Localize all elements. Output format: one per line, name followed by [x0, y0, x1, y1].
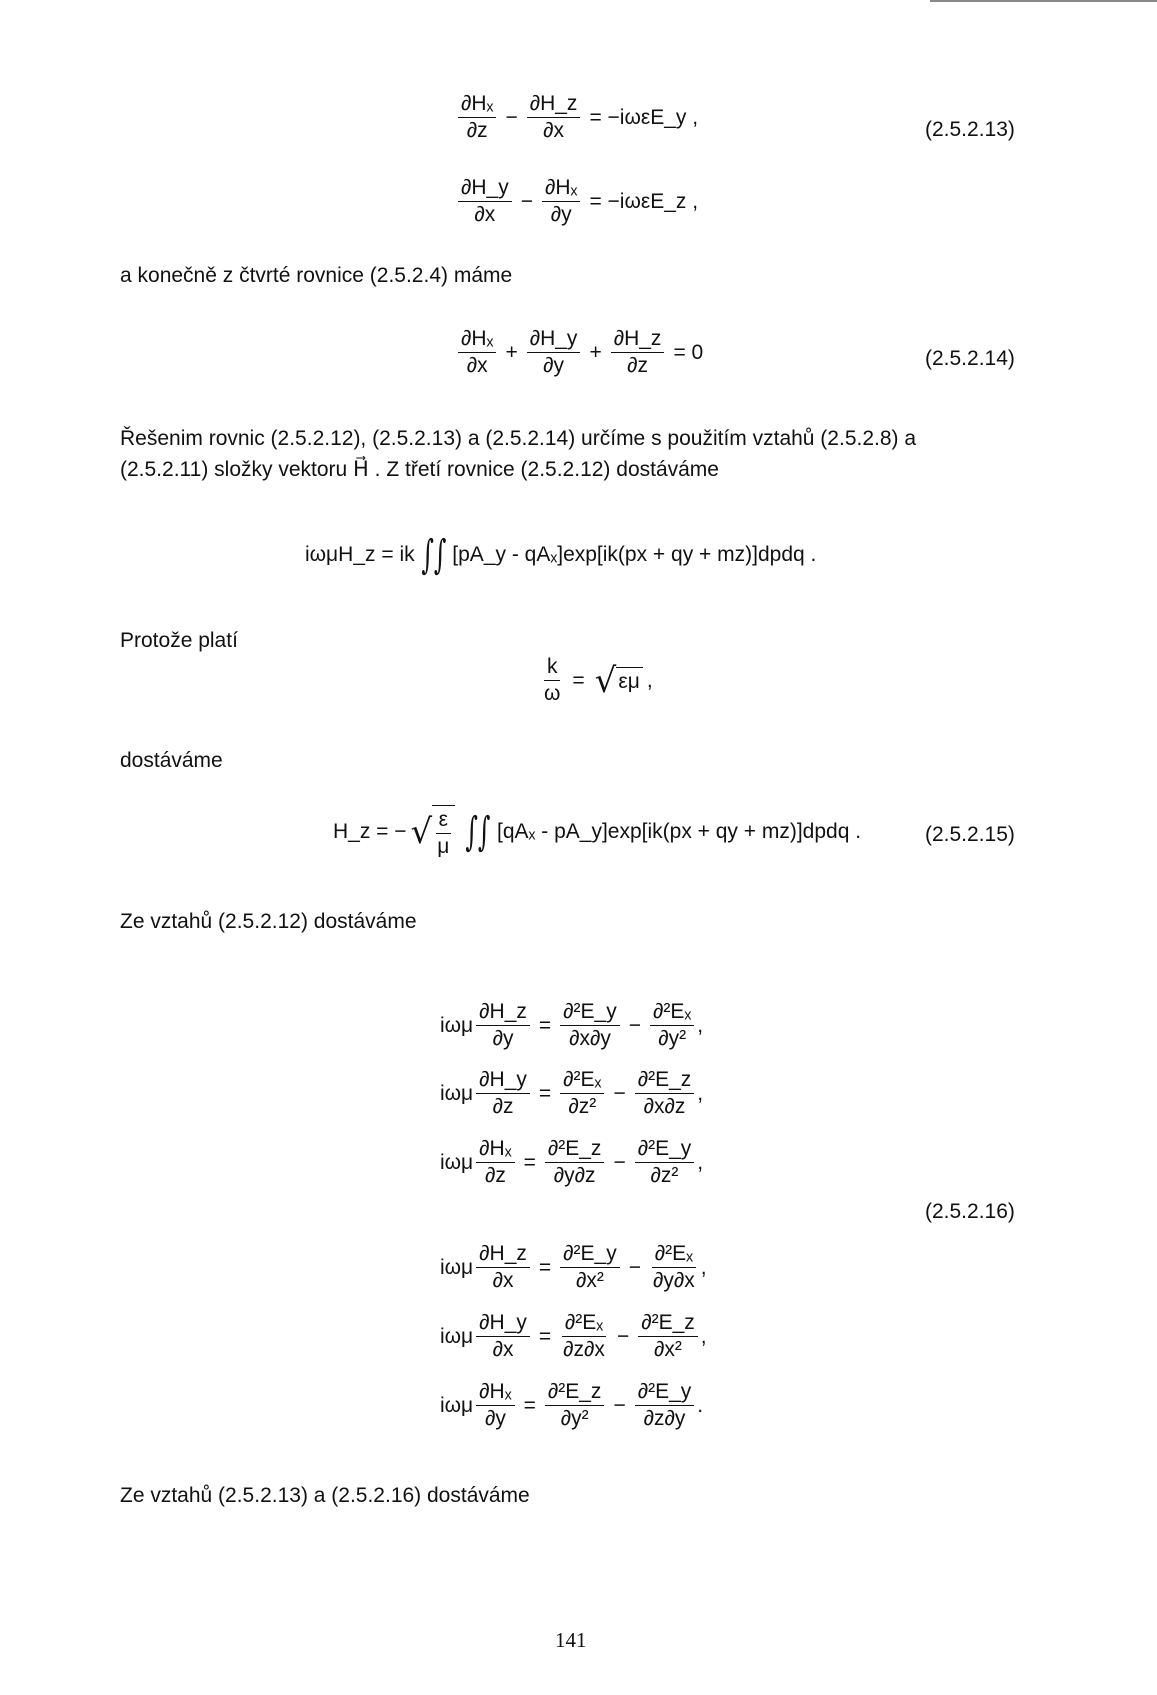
fraction: $\frac{\text{∂Hₓ}}{\partial z}$ — [476, 1137, 514, 1188]
fraction: $\frac{\partial H\_z}{\partial x}$ — [527, 92, 581, 143]
equation-line: iωμ $\frac{\partial H\_z}{\partial y}$ = $\frac{\text{∂²E\_y}}{\partial x\partial y}$ − $\frac{\text{∂²Eₓ}}{\text{∂y²}}$ , — [440, 1000, 704, 1050]
fraction: $\frac{\text{∂Hₓ}}{\partial z}$ — [458, 92, 496, 143]
integral-equation: iωμH_z = ik ∫∫ [pA_y - qAₓ]exp[ik(px + qy + mz)]dpdq . — [305, 532, 817, 578]
fraction: $\frac{\partial H\_z}{\partial y}$ — [476, 1000, 530, 1051]
equation-number: (2.5.2.16) — [925, 1200, 1015, 1223]
equation-line: iωμ $\frac{\partial H\_y}{\partial x}$ = $\frac{\text{∂²Eₓ}}{\partial z\partial x}$ − $\frac{\text{∂²E\_z}}{\text{∂x²}}$ , — [440, 1311, 707, 1361]
equation-2-5-2-14: $\frac{\text{∂Hₓ}}{\partial x}$ + $\frac{\partial H\_y}{\partial y}$ + $\frac{\partial H\_z}{\partial z}$ = 0 — [455, 327, 703, 378]
fraction: $\frac{\text{∂Hₓ}}{\partial y}$ — [476, 1380, 514, 1431]
equation-2-5-2-13-line2: $\frac{\partial H\_y}{\partial x}$ − $\frac{\text{∂Hₓ}}{\partial y}$ = −iωεE_z , — [455, 176, 698, 227]
fraction: $\frac{\text{∂²E\_z}}{\text{∂y²}}$ — [545, 1380, 605, 1431]
paragraph: Ze vztahů (2.5.2.12) dostáváme — [120, 910, 417, 933]
fraction: $\frac{\text{∂Hₓ}}{\partial x}$ — [458, 327, 496, 378]
fraction: $\frac{\text{∂²Eₓ}}{\partial z\partial x}$ — [563, 1311, 605, 1361]
fraction: $\frac{\partial H\_y}{\partial x}$ — [458, 176, 512, 227]
square-root: √ εμ — [595, 664, 643, 698]
fraction: $\frac{\text{∂²E\_y}}{\text{∂z²}}$ — [635, 1137, 695, 1188]
paragraph: a konečně z čtvrté rovnice (2.5.2.4) máme — [120, 264, 513, 287]
page-number: 141 — [555, 1628, 587, 1652]
equation-line: iωμ $\frac{\text{∂Hₓ}}{\partial z}$ = $\frac{\text{∂²E\_z}}{\partial y\partial z}$ − $\frac{\text{∂²E\_y}}{\text{∂z²}}$ , — [440, 1137, 704, 1187]
fraction: $\frac{\varepsilon}{\mu}$ — [437, 808, 450, 858]
fraction: $\frac{\text{∂²Eₓ}}{\text{∂y²}}$ — [650, 1000, 694, 1051]
equation-line: iωμ $\frac{\partial H\_z}{\partial x}$ = $\frac{\text{∂²E\_y}}{\text{∂x²}}$ − $\frac{\text{∂²Eₓ}}{\partial y\partial x}$ , — [440, 1242, 707, 1292]
top-rule — [930, 0, 1157, 2]
paragraph: dostáváme — [120, 749, 223, 772]
fraction: $\frac{\text{∂²E\_z}}{\partial x\partial z}$ — [635, 1068, 695, 1119]
paragraph: Protože platí — [120, 629, 238, 652]
fraction: $\frac{\partial H\_y}{\partial z}$ — [476, 1068, 530, 1119]
fraction: $\frac{\text{∂²E\_y}}{\partial z\partial y}$ — [635, 1380, 695, 1431]
fraction: $\frac{\partial H\_y}{\partial x}$ — [476, 1311, 530, 1362]
fraction: $\frac{\text{∂Hₓ}}{\partial y}$ — [542, 176, 580, 227]
fraction: $\frac{\partial H\_z}{\partial z}$ — [611, 327, 665, 378]
equation-number: (2.5.2.14) — [925, 347, 1015, 370]
square-root: √ $\frac{\varepsilon}{\mu}$ — [411, 805, 456, 859]
paragraph: Řešenim rovnic (2.5.2.12), (2.5.2.13) a (2.5.2.14) určíme s použitím vztahů (2.5.2.8) a — [120, 427, 917, 450]
paragraph: Ze vztahů (2.5.2.13) a (2.5.2.16) dostáváme — [120, 1484, 530, 1507]
fraction: $\frac{\text{∂²E\_z}}{\text{∂x²}}$ — [638, 1311, 698, 1362]
equation-2-5-2-13-line1: $\frac{\text{∂Hₓ}}{\partial z}$ − $\frac{\partial H\_z}{\partial x}$ = −iωεE_y , — [455, 92, 698, 143]
double-integral-icon: ∫∫ — [465, 809, 491, 855]
fraction: $\frac{\text{∂²Eₓ}}{\text{∂z²}}$ — [560, 1068, 604, 1119]
fraction: $\frac{\text{∂²E\_y}}{\text{∂x²}}$ — [560, 1242, 620, 1293]
fraction: $\frac{\partial H\_y}{\partial y}$ — [527, 327, 581, 378]
fraction: $\frac{\partial H\_z}{\partial x}$ — [476, 1242, 530, 1293]
equation-line: iωμ $\frac{\text{∂Hₓ}}{\partial y}$ = $\frac{\text{∂²E\_z}}{\text{∂y²}}$ − $\frac{\text{∂²E\_y}}{\partial z\partial y}$ . — [440, 1380, 704, 1430]
paragraph: (2.5.2.11) složky vektoru H⃗ . Z třetí rovnice (2.5.2.12) dostáváme — [120, 458, 719, 481]
fraction: $\frac{\text{∂²Eₓ}}{\partial y\partial x}$ — [653, 1242, 695, 1292]
equation-number: (2.5.2.15) — [925, 823, 1015, 846]
fraction: $\frac{\text{∂²E\_z}}{\partial y\partial z}$ — [545, 1137, 605, 1188]
fraction: $\frac{k}{\omega}$ — [544, 655, 561, 705]
equation-line: iωμ $\frac{\partial H\_y}{\partial z}$ = $\frac{\text{∂²Eₓ}}{\text{∂z²}}$ − $\frac{\text{∂²E\_z}}{\partial x\partial z}$ , — [440, 1068, 704, 1118]
double-integral-icon: ∫∫ — [420, 532, 446, 578]
equation-number: (2.5.2.13) — [925, 118, 1015, 141]
fraction: $\frac{\text{∂²E\_y}}{\partial x\partial y}$ — [560, 1000, 620, 1051]
k-omega-equation: $\frac{k}{\omega}$ = √ εμ , — [538, 655, 653, 706]
equation-2-5-2-15: H_z = − √ $\frac{\varepsilon}{\mu}$ ∫∫ [qAₓ - pA_y]exp[ik(px + qy + mz)]dpdq . — [333, 805, 861, 859]
